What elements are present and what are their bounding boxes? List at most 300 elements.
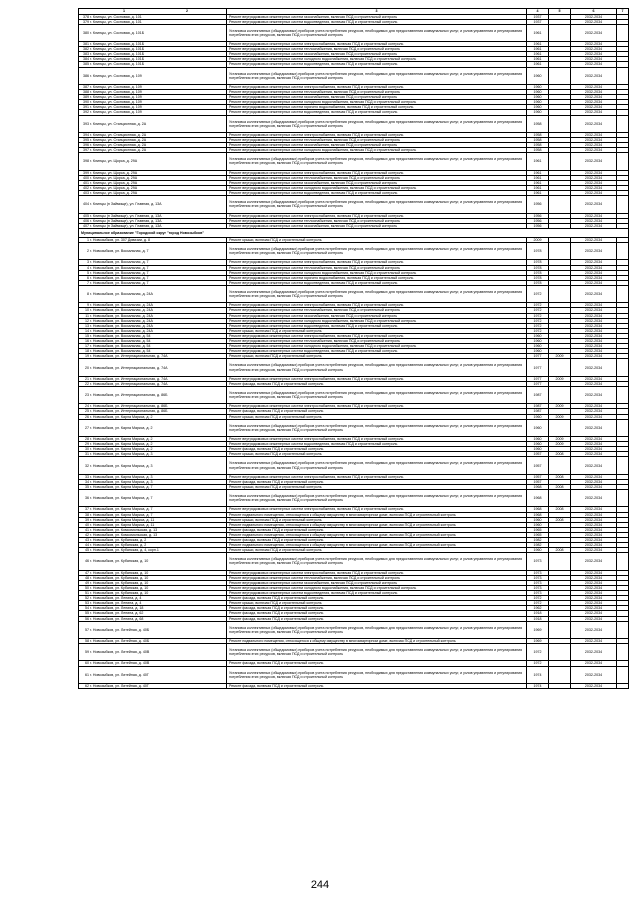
planned-period: 2032-2034	[571, 338, 617, 343]
year-built: 1960	[527, 522, 549, 527]
work-type: Ремонт подвального помещения, относящегося к общему имуществу в многоквартирном доме, включая ПСД и строительный контроль	[227, 639, 527, 644]
table-row	[79, 644, 629, 661]
work-type: Ремонт фасада, включая ПСД и строительный контроль	[227, 616, 527, 621]
address: г. Новозыбков, ул. Литейная, д. 40Б	[90, 627, 150, 632]
planned-period: 2032-2034	[571, 265, 617, 270]
address: г. Клинцы, ул. Щорса, д. 29А	[90, 170, 138, 175]
year-built: 1956	[527, 213, 549, 218]
address: г. Клинцы, ул. Щорса, д. 29А	[90, 175, 138, 180]
row-number: 59	[85, 650, 89, 655]
year-built: 1957	[527, 479, 549, 484]
row-number: 384	[83, 57, 89, 62]
address: г. Новозыбков, ул. Кубанская, д. 10	[90, 575, 149, 580]
address: г. Новозыбков, ул. Интернациональная, д. 86Б	[90, 404, 168, 409]
row-number: 378	[83, 14, 89, 19]
planned-period: 2032-2034	[571, 580, 617, 585]
year-built: 1982	[527, 538, 549, 543]
year-built: 1978	[527, 270, 549, 275]
year-built: 1977	[527, 354, 549, 359]
planned-period: 2032-2034	[571, 243, 617, 260]
address: г. Новозыбков, ул. Кубанская, д. 4, корп.1	[90, 548, 159, 553]
planned-period: 2032-2034	[571, 548, 617, 553]
address: г. Клинцы, ул. Сосновая, д. 109	[90, 110, 142, 115]
work-type: Ремонт внутридомовых инженерных систем холодного водоснабжения, включая ПСД и строительный контроль	[227, 270, 527, 275]
planned-period: 2032-2034	[571, 543, 617, 548]
work-type: Ремонт внутридомовых инженерных систем холодного водоснабжения, включая ПСД и строительный контроль	[227, 318, 527, 323]
work-type: Ремонт подвального помещения, относящегося к общему имуществу в многоквартирном доме, включая ПСД и строительный контроль	[227, 512, 527, 517]
planned-period: 2032-2034	[571, 275, 617, 280]
last-repair-year	[549, 359, 571, 376]
row-number: 8	[87, 292, 89, 297]
row-number: 44	[85, 543, 89, 548]
address: г. Новозыбков, ул. Вокзальная, д. 7	[90, 270, 149, 275]
work-type: Ремонт внутридомовых инженерных систем горячего водоснабжения, включая ПСД и строительный контроль	[227, 275, 527, 280]
work-type: Ремонт фасада, включая ПСД и строительный контроль	[227, 596, 527, 601]
row-number: 14	[85, 328, 89, 333]
work-type: Ремонт крыши, включая ПСД и строительный контроль	[227, 237, 527, 242]
address: г. Новозыбков, ул. Литейная, д. 40В	[90, 650, 150, 655]
planned-period: 2032-2034	[571, 419, 617, 436]
address: г. Новозыбков, ул. Карла Маркса, д. 2	[90, 425, 153, 430]
row-number: 32	[85, 463, 89, 468]
table-row	[79, 228, 629, 237]
last-repair-year	[549, 419, 571, 436]
planned-period: 2032-2034	[571, 191, 617, 196]
work-type: Установка коллективных (общедомовых) приборов учета потребления ресурсов, необходимых для предоставления коммунальных услуг, и узлов управления и регулирования потребления этих ресурсов, включая ПСД и строительный контроль	[227, 457, 527, 474]
table-row	[79, 285, 629, 302]
planned-period: 2032-2034	[571, 24, 617, 41]
year-built: 1962	[527, 606, 549, 611]
row-number: 393	[83, 121, 89, 126]
planned-period: 2032-2034	[571, 661, 617, 666]
year-built: 1977	[527, 381, 549, 386]
planned-period: 2032-2034	[571, 683, 617, 688]
address-cell	[79, 553, 227, 570]
last-repair-year	[549, 67, 571, 84]
address: г. Клинцы, ул. Сосновая, д. 101	[90, 14, 142, 19]
work-type: Ремонт внутридомовых инженерных систем холодного водоснабжения, включая ПСД и строительный контроль	[227, 148, 527, 153]
planned-period: 2032-2034	[571, 553, 617, 570]
work-type: Ремонт внутридомовых инженерных систем водоотведения, включая ПСД и строительный контроль	[227, 323, 527, 328]
last-repair-year	[549, 196, 571, 213]
planned-period: 2032-2034	[571, 196, 617, 213]
extra-cell	[617, 115, 629, 132]
row-number: 21	[85, 376, 89, 381]
address: г. Новозыбков, ул. Вокзальная, д. 54	[90, 338, 151, 343]
address: г. Новозыбков, ул. Ленина, д. 62	[90, 611, 144, 616]
address-cell	[79, 285, 227, 302]
address: г. Клинцы, ул. Щорса, д. 29А	[90, 180, 138, 185]
address: г. Новозыбков, ул. Карла Маркса, д. 7	[90, 496, 153, 501]
row-number: 51	[85, 591, 89, 596]
planned-period: 2032-2034	[571, 376, 617, 381]
planned-period: 2032-2034	[571, 185, 617, 190]
work-type: Установка коллективных (общедомовых) приборов учета потребления ресурсов, необходимых для предоставления коммунальных услуг, и узлов управления и регулирования потребления этих ресурсов, включая ПСД и строительный контроль	[227, 243, 527, 260]
row-number: 55	[85, 611, 89, 616]
work-type: Ремонт внутридомовых инженерных систем теплоснабжения, включая ПСД и строительный контроль	[227, 338, 527, 343]
year-built: 1960	[527, 517, 549, 522]
last-repair-year	[549, 683, 571, 688]
work-type: Ремонт крыши, включая ПСД и строительный контроль	[227, 354, 527, 359]
planned-period: 2032-2034	[571, 84, 617, 89]
row-number: 379	[83, 19, 89, 24]
address: г. Новозыбков, ул. Вокзальная, д. 24А	[90, 303, 153, 308]
planned-period: 2032-2034	[571, 414, 617, 419]
planned-period: 2032-2034	[571, 479, 617, 484]
year-built: 1968	[527, 490, 549, 507]
planned-period: 2032-2034	[571, 67, 617, 84]
year-built: 1961	[527, 57, 549, 62]
year-built: 1960	[527, 90, 549, 95]
row-number: 47	[85, 570, 89, 575]
address: г. Новозыбков, ул. Вокзальная, д. 24А	[90, 318, 153, 323]
work-type: Ремонт внутридомовых инженерных систем газоснабжения, включая ПСД и строительный контроль	[227, 580, 527, 585]
planned-period: 2032-2034	[571, 170, 617, 175]
work-type: Установка коллективных (общедомовых) приборов учета потребления ресурсов, необходимых для предоставления коммунальных услуг, и узлов управления и регулирования потребления этих ресурсов, включая ПСД и строительный контроль	[227, 115, 527, 132]
address: г. Новозыбков, ул. Вокзальная, д. 7	[90, 265, 149, 270]
row-number: 4	[87, 265, 89, 270]
row-number: 58	[85, 639, 89, 643]
planned-period: 2032-2034	[571, 666, 617, 683]
work-type: Ремонт подвального помещения, относящегося к общему имуществу в многоквартирном доме, включая ПСД и строительный контроль	[227, 532, 527, 537]
work-type: Ремонт внутридомовых инженерных систем водоотведения, включая ПСД и строительный контроль	[227, 19, 527, 24]
extra-cell	[617, 644, 629, 661]
planned-period: 2032-2034	[571, 100, 617, 105]
planned-period: 2032-2034	[571, 522, 617, 527]
table-row	[79, 243, 629, 260]
address: г. Клинцы, ул. Сосновая, д. 109	[90, 100, 142, 105]
year-built: 1982	[527, 543, 549, 548]
row-number: 22	[85, 381, 89, 386]
address: г. Новозыбков, ул. Карла Маркса, д. 7	[90, 484, 153, 489]
row-number: 385	[83, 62, 89, 67]
last-repair-year	[549, 621, 571, 638]
row-number: 388	[83, 90, 89, 95]
year-built: 1961	[527, 52, 549, 57]
planned-period: 2032-2034	[571, 570, 617, 575]
address: г. Новозыбков, ул. Карла Маркса, д. 2	[90, 447, 153, 452]
year-built: 1956	[527, 223, 549, 228]
row-number: 50	[85, 585, 89, 590]
planned-period: 2032-2034	[571, 474, 617, 479]
header-cell: 5	[549, 9, 571, 15]
address: г. Новозыбков, ул. Вокзальная, д. 54	[90, 349, 151, 354]
work-type: Ремонт подвального помещения, относящегося к общему имуществу в многоквартирном доме, включая ПСД и строительный контроль	[227, 543, 527, 548]
last-repair-year: 2009	[549, 414, 571, 419]
planned-period: 2032-2034	[571, 180, 617, 185]
work-type: Ремонт внутридомовых инженерных систем газоснабжения, включая ПСД и строительный контроль	[227, 223, 527, 228]
planned-period: 2032-2034	[571, 484, 617, 489]
last-repair-year: 2008	[549, 474, 571, 479]
extra-cell	[617, 67, 629, 84]
extra-cell	[617, 359, 629, 376]
row-number: 406	[83, 218, 89, 223]
year-built: 1958	[527, 148, 549, 153]
planned-period: 2032-2034	[571, 532, 617, 537]
last-repair-year: 2008	[549, 517, 571, 522]
address: г. Клинцы, ул. Станционная, д. 2А	[90, 121, 147, 126]
work-type: Ремонт внутридомовых инженерных систем электроснабжения, включая ПСД и строительный контроль	[227, 507, 527, 512]
last-repair-year: 2009	[549, 437, 571, 442]
row-number: 402	[83, 185, 89, 190]
year-built: 1961	[527, 175, 549, 180]
work-type: Ремонт внутридомовых инженерных систем теплоснабжения, включая ПСД и строительный контроль	[227, 218, 527, 223]
row-number: 11	[85, 313, 89, 318]
address-cell	[79, 243, 227, 260]
extra-cell	[617, 621, 629, 638]
row-number: 39	[85, 517, 89, 522]
address: г. Новозыбков, ул. Карла Маркса, д. 2	[90, 437, 153, 441]
planned-period: 2032-2034	[571, 285, 617, 302]
year-built: 1958	[527, 115, 549, 132]
extra-cell	[617, 24, 629, 41]
work-type: Ремонт внутридомовых инженерных систем электроснабжения, включая ПСД и строительный контроль	[227, 333, 527, 338]
address: г. Новозыбков, ул. Кубанская, д. 2	[90, 538, 147, 542]
year-built: 1972	[527, 661, 549, 666]
work-type: Ремонт фасада, включая ПСД и строительный контроль	[227, 611, 527, 616]
row-number: 20	[85, 365, 89, 370]
address-cell	[79, 24, 227, 41]
address: г. Клинцы (п Займище), ул. Главная, д. 13А	[90, 223, 162, 228]
year-built: 1972	[527, 644, 549, 661]
address: г. Новозыбков, ул. Вокзальная, д. 24А	[90, 313, 153, 318]
row-number: 381	[83, 42, 89, 47]
year-built: 1978	[527, 275, 549, 280]
work-type: Ремонт внутридомовых инженерных систем теплоснабжения, включая ПСД и строительный контроль	[227, 137, 527, 142]
year-built: 1960	[527, 447, 549, 452]
row-number: 40	[85, 522, 89, 527]
address: г. Новозыбков, ул. Ленина, д. 18	[90, 606, 144, 611]
work-type: Ремонт внутридомовых инженерных систем газоснабжения, включая ПСД и строительный контроль	[227, 180, 527, 185]
row-number: 48	[85, 575, 89, 580]
address: г. Клинцы, ул. Сосновая, д. 101	[90, 19, 142, 24]
year-built: 1969	[527, 621, 549, 638]
row-number: 30	[85, 447, 89, 452]
year-built: 1978	[527, 260, 549, 265]
address: г. Клинцы, ул. Сосновая, д. 109	[90, 105, 142, 110]
year-built: 1960	[527, 442, 549, 447]
work-type: Ремонт крыши, включая ПСД и строительный контроль	[227, 414, 527, 419]
row-number: 28	[85, 437, 89, 441]
work-type: Ремонт внутридомовых инженерных систем холодного водоснабжения, включая ПСД и строительный контроль	[227, 585, 527, 590]
row-number: 391	[83, 105, 89, 110]
table-row	[79, 419, 629, 436]
work-type: Установка коллективных (общедомовых) приборов учета потребления ресурсов, необходимых для предоставления коммунальных услуг, и узлов управления и регулирования потребления этих ресурсов, включая ПСД и строительный контроль	[227, 153, 527, 170]
planned-period: 2032-2034	[571, 223, 617, 228]
last-repair-year: 2009	[549, 404, 571, 409]
address: г. Новозыбков, ул. Ленина, д. 68	[90, 616, 144, 621]
work-type: Ремонт фасада, включая ПСД и строительный контроль	[227, 606, 527, 611]
row-number: 392	[83, 110, 89, 115]
work-type: Ремонт внутридомовых инженерных систем электроснабжения, включая ПСД и строительный контроль	[227, 404, 527, 409]
planned-period: 2032-2034	[571, 90, 617, 95]
year-built: 1960	[527, 110, 549, 115]
header-cell: 7	[617, 9, 629, 15]
planned-period: 2032-2034	[571, 143, 617, 148]
work-type: Ремонт внутридомовых инженерных систем водоотведения, включая ПСД и строительный контроль	[227, 62, 527, 67]
last-repair-year: 2008	[549, 484, 571, 489]
address: г. Клинцы, ул. Щорса, д. 29А	[90, 191, 138, 196]
planned-period: 2032-2034	[571, 237, 617, 242]
work-type: Ремонт фасада, включая ПСД и строительный контроль	[227, 527, 527, 532]
work-type: Установка коллективных (общедомовых) приборов учета потребления ресурсов, необходимых для предоставления коммунальных услуг, и узлов управления и регулирования потребления этих ресурсов, включая ПСД и строительный контроль	[227, 553, 527, 570]
planned-period: 2032-2034	[571, 318, 617, 323]
last-repair-year	[549, 285, 571, 302]
planned-period: 2032-2034	[571, 359, 617, 376]
work-type: Установка коллективных (общедомовых) приборов учета потребления ресурсов, необходимых для предоставления коммунальных услуг, и узлов управления и регулирования потребления этих ресурсов, включая ПСД и строительный контроль	[227, 666, 527, 683]
row-number: 401	[83, 180, 89, 185]
row-number: 5	[87, 270, 89, 275]
year-built: 1972	[527, 308, 549, 313]
planned-period: 2032-2034	[571, 42, 617, 47]
planned-period: 2032-2034	[571, 148, 617, 153]
year-built: 1957	[527, 457, 549, 474]
row-number: 15	[85, 333, 89, 338]
row-number: 35	[85, 484, 89, 489]
year-built: 1972	[527, 313, 549, 318]
header-cell: 3	[227, 9, 527, 15]
work-type: Ремонт внутридомовых инженерных систем теплоснабжения, включая ПСД и строительный контроль	[227, 47, 527, 52]
work-type: Ремонт внутридомовых инженерных систем электроснабжения, включая ПСД и строительный контроль	[227, 570, 527, 575]
address: г. Новозыбков, ул. Интернациональная, д. 74А	[90, 376, 168, 381]
row-number: 57	[85, 627, 89, 632]
row-number: 46	[85, 559, 89, 564]
extra-cell	[617, 243, 629, 260]
row-number: 42	[85, 532, 89, 537]
work-type: Ремонт внутридомовых инженерных систем холодного водоснабжения, включая ПСД и строительный контроль	[227, 185, 527, 190]
address: г. Новозыбков, ул. Интернациональная, д. 74А	[90, 354, 168, 359]
address: г. Новозыбков, ул. Литейная, д. 40Б	[90, 639, 150, 643]
last-repair-year	[549, 386, 571, 403]
year-built: 1960	[527, 100, 549, 105]
address: г. Клинцы, ул. Станционная, д. 2А	[90, 132, 147, 137]
year-built: 1961	[527, 170, 549, 175]
last-repair-year	[549, 24, 571, 41]
work-type: Ремонт внутридомовых инженерных систем теплоснабжения, включая ПСД и строительный контроль	[227, 265, 527, 270]
work-type: Ремонт внутридомовых инженерных систем теплоснабжения, включая ПСД и строительный контроль	[227, 90, 527, 95]
work-type: Ремонт фасада, включая ПСД и строительный контроль	[227, 661, 527, 666]
page-number: 244	[310, 879, 330, 891]
planned-period: 2032-2034	[571, 452, 617, 457]
row-number: 38	[85, 512, 89, 517]
work-type: Ремонт внутридомовых инженерных систем горячего водоснабжения, включая ПСД и строительный контроль	[227, 105, 527, 110]
planned-period: 2032-2034	[571, 512, 617, 517]
row-number: 52	[85, 596, 89, 601]
work-type: Ремонт внутридомовых инженерных систем газоснабжения, включая ПСД и строительный контроль	[227, 143, 527, 148]
address: г. Новозыбков, ул. Кубанская, д. 2	[90, 543, 147, 548]
address: г. Новозыбков, ул. Вокзальная, д. 24А	[90, 292, 153, 297]
table-row	[79, 24, 629, 41]
planned-period: 2032-2034	[571, 606, 617, 611]
year-built: 1937	[527, 19, 549, 24]
header-cell: 6	[571, 9, 617, 15]
last-repair-year	[549, 243, 571, 260]
year-built: 1960	[527, 548, 549, 553]
row-number: 404	[83, 202, 89, 207]
header-address: 2	[186, 9, 188, 14]
planned-period: 2032-2034	[571, 621, 617, 638]
address: г. Новозыбков, ул. Ленина, д. 4	[90, 601, 142, 606]
work-type: Ремонт фасада, включая ПСД и строительный контроль	[227, 538, 527, 543]
planned-period: 2032-2034	[571, 585, 617, 590]
address: г. Клинцы, ул. Сосновая, д. 101Б	[90, 62, 145, 67]
table-row	[79, 67, 629, 84]
year-built: 2009	[527, 237, 549, 242]
planned-period: 2032-2034	[571, 538, 617, 543]
row-number: 403	[83, 191, 89, 196]
address-cell	[79, 683, 227, 688]
work-type: Установка коллективных (общедомовых) приборов учета потребления ресурсов, необходимых для предоставления коммунальных услуг, и узлов управления и регулирования потребления этих ресурсов, включая ПСД и строительный контроль	[227, 419, 527, 436]
planned-period: 2032-2034	[571, 115, 617, 132]
address: г. Новозыбков, ул. Вокзальная, д. 7	[90, 275, 149, 280]
extra-cell	[617, 386, 629, 403]
work-type: Ремонт внутридомовых инженерных систем электроснабжения, включая ПСД и строительный контроль	[227, 42, 527, 47]
address: г. Новозыбков, ул. Кубанская, д. 10	[90, 591, 149, 596]
extra-cell	[617, 285, 629, 302]
address: г. Новозыбков, ул. Вокзальная, д. 54	[90, 333, 151, 338]
row-number: 25	[85, 409, 89, 414]
year-built: 1956	[527, 218, 549, 223]
row-number: 37	[85, 507, 89, 512]
address: г. Клинцы, ул. Сосновая, д. 109	[90, 95, 142, 100]
work-type: Установка коллективных (общедомовых) приборов учета потребления ресурсов, необходимых для предоставления коммунальных услуг, и узлов управления и регулирования потребления этих ресурсов, включая ПСД и строительный контроль	[227, 386, 527, 403]
table-row	[79, 621, 629, 638]
address: г. Новозыбков, ул. Вокзальная, д. 7	[90, 280, 149, 285]
row-number: 382	[83, 47, 89, 52]
year-built: 1973	[527, 570, 549, 575]
address-cell	[79, 67, 227, 84]
planned-period: 2032-2034	[571, 596, 617, 601]
row-number: 49	[85, 580, 89, 585]
planned-period: 2032-2034	[571, 442, 617, 447]
work-type: Ремонт подвального помещения, относящегося к общему имуществу в многоквартирном доме, включая ПСД и строительный контроль	[227, 522, 527, 527]
address: г. Клинцы, ул. Станционная, д. 2А	[90, 143, 147, 148]
year-built: 1987	[527, 409, 549, 414]
work-type: Ремонт крыши, включая ПСД и строительный контроль	[227, 548, 527, 553]
row-number: 17	[85, 344, 89, 349]
work-type: Установка коллективных (общедомовых) приборов учета потребления ресурсов, необходимых для предоставления коммунальных услуг, и узлов управления и регулирования потребления этих ресурсов, включая ПСД и строительный контроль	[227, 490, 527, 507]
extra-cell	[617, 196, 629, 213]
planned-period: 2032-2034	[571, 175, 617, 180]
table-row	[79, 683, 629, 688]
work-type: Ремонт внутридомовых инженерных систем холодного водоснабжения, включая ПСД и строительный контроль	[227, 57, 527, 62]
planned-period: 2032-2034	[571, 437, 617, 442]
planned-period: 2032-2034	[571, 280, 617, 285]
work-type: Ремонт внутридомовых инженерных систем электроснабжения, включая ПСД и строительный контроль	[227, 260, 527, 265]
planned-period: 2032-2034	[571, 386, 617, 403]
address: г. Новозыбков, ул. Карла Маркса, д. 3	[90, 452, 153, 457]
last-repair-year: 2009	[549, 354, 571, 359]
extra-cell	[617, 683, 629, 688]
address: г. Клинцы (п Займище), ул. Главная, д. 13А	[90, 218, 162, 223]
year-built: 1918	[527, 611, 549, 616]
address: г. Новозыбков, ул. Литейная, д. 40В	[90, 661, 150, 666]
address: г. Клинцы, ул. Сосновая, д. 101Б	[90, 52, 145, 57]
table-row	[79, 153, 629, 170]
work-type: Ремонт внутридомовых инженерных систем электроснабжения, включая ПСД и строительный контроль	[227, 437, 527, 442]
work-type: Ремонт крыши, включая ПСД и строительный контроль	[227, 601, 527, 606]
address: г. Новозыбков, ул. Карла Маркса, д. 3	[90, 479, 153, 484]
year-built: 1960	[527, 67, 549, 84]
planned-period: 2032-2034	[571, 313, 617, 318]
row-number: 400	[83, 175, 89, 180]
row-number: 3	[87, 260, 89, 265]
address: г. Новозыбков, ул. Карла Маркса, д. 11	[90, 522, 155, 527]
address-cell	[79, 386, 227, 403]
work-type: Установка коллективных (общедомовых) приборов учета потребления ресурсов, необходимых для предоставления коммунальных услуг, и узлов управления и регулирования потребления этих ресурсов, включая ПСД и строительный контроль	[227, 644, 527, 661]
row-number: 29	[85, 442, 89, 447]
planned-period: 2032-2034	[571, 47, 617, 52]
